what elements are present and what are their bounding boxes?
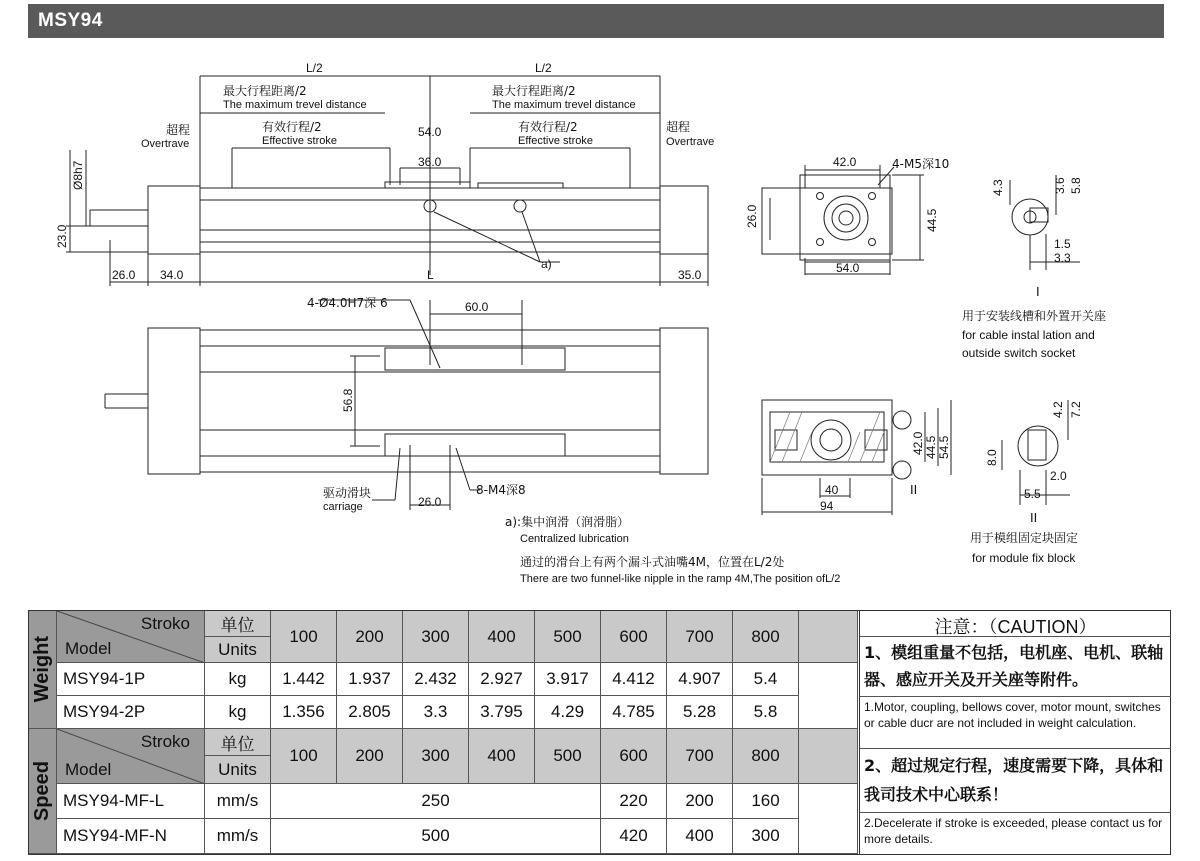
detail2-2-0: 2.0 <box>1050 469 1067 483</box>
sec-44-5: 44.5 <box>924 435 938 459</box>
effective-zh-right: 有效行程/2 <box>518 120 578 134</box>
weight-value: 5.8 <box>733 696 799 729</box>
detail1-3-3: 3.3 <box>1054 251 1071 265</box>
merged-speed-cell: 250 <box>271 784 601 819</box>
weight-value: 1.356 <box>271 696 337 729</box>
weight-value: 1.937 <box>337 663 403 696</box>
overtravel-en-right: Overtrave <box>666 136 715 148</box>
detail2-7-2: 7.2 <box>1069 401 1083 418</box>
title-bar <box>28 4 1164 38</box>
dim-34: 34.0 <box>160 268 184 282</box>
weight-value: 5.28 <box>667 696 733 729</box>
dim-35: 35.0 <box>678 268 702 282</box>
dim-36-front: 36.0 <box>418 155 442 169</box>
label-a: a) <box>541 257 552 271</box>
end-42: 42.0 <box>833 155 857 169</box>
speed-value: 420 <box>601 819 667 854</box>
end-44-5: 44.5 <box>925 208 939 232</box>
caution-en-1: 1.Motor, coupling, bellows cover, motor mount, switches or cable ducr are not included in weight calculation. <box>860 697 1171 749</box>
unit-cell: kg <box>205 696 271 729</box>
note2-en: for module fix block <box>972 551 1076 565</box>
stroke-label: Stroko <box>140 614 190 633</box>
top-holes: 4-Ø4.0H7深 6 <box>307 296 388 310</box>
technical-drawing <box>0 40 1200 605</box>
weight-value: 1.442 <box>271 663 337 696</box>
speed-section-label <box>29 729 57 854</box>
carriage-zh: 驱动滑块 <box>323 486 372 500</box>
stroke-header: 800 <box>733 729 799 784</box>
roman-ii-detail: II <box>1030 510 1038 525</box>
top-26: 26.0 <box>418 495 442 509</box>
model-label: Model <box>65 760 112 779</box>
dim-l: L <box>427 268 434 282</box>
stroke-header: 600 <box>601 611 667 663</box>
model-cell: MSY94-MF-N <box>57 819 205 854</box>
detail1-5-8: 5.8 <box>1069 177 1083 194</box>
spec-table <box>28 610 860 855</box>
end-54: 54.0 <box>836 261 860 275</box>
carriage-en: carriage <box>323 501 363 513</box>
detail2-4-2: 4.2 <box>1051 401 1065 418</box>
weight-value: 4.412 <box>601 663 667 696</box>
caution-en-2: 2.Decelerate if stroke is exceeded, please contact us for more details. <box>864 816 1163 846</box>
speed-text: Speed <box>31 760 53 822</box>
detail2-8-0: 8.0 <box>985 449 999 466</box>
caution-zh-2: 2、超过规定行程，速度需要下降，具体和我司技术中心联系！ <box>860 749 1171 813</box>
merged-speed-cell: 500 <box>271 819 601 854</box>
weight-value: 3.917 <box>535 663 601 696</box>
unit-zh-weight: 单位 <box>205 611 271 637</box>
unit-cell: mm/s <box>205 819 271 854</box>
model-cell: MSY94-MF-L <box>57 784 205 819</box>
stroke-header: 600 <box>601 729 667 784</box>
detail2-5-5: 5.5 <box>1024 487 1041 501</box>
detail1-3-6: 3.6 <box>1053 177 1067 194</box>
sec-42: 42.0 <box>911 431 925 455</box>
filler-cell <box>799 784 858 854</box>
lubrication-zh: a):集中润滑（润滑脂） <box>505 515 630 529</box>
dim-26-front: 26.0 <box>112 268 136 282</box>
stroke-header: 500 <box>535 611 601 663</box>
speed-value: 400 <box>667 819 733 854</box>
note1-en-line1: for cable instal lation and <box>962 328 1095 342</box>
stroke-label: Stroko <box>140 732 190 751</box>
weight-value: 4.785 <box>601 696 667 729</box>
dim-half-l-left: L/2 <box>306 61 323 75</box>
stroke-header: 200 <box>337 729 403 784</box>
product-title: MSY94 <box>38 10 103 31</box>
sec-54-5: 54.5 <box>937 435 951 459</box>
weight-value: 4.29 <box>535 696 601 729</box>
stroke-header: 100 <box>271 611 337 663</box>
nipple-zh: 通过的滑台上有两个漏斗式油嘴4M，位置在L/2处 <box>520 555 785 569</box>
roman-i: I <box>1036 284 1040 299</box>
detail1-1-5: 1.5 <box>1054 237 1071 251</box>
stroke-header: 800 <box>733 611 799 663</box>
end-m5: 4-M5深10 <box>892 157 950 171</box>
sec-94: 94 <box>820 499 834 513</box>
note1-zh: 用于安装线槽和外置开关座 <box>962 309 1107 323</box>
roman-ii-section: II <box>910 482 918 497</box>
model-cell: MSY94-1P <box>57 663 205 696</box>
max-travel-en-right: The maximum trevel distance <box>492 99 636 111</box>
stroke-header: 300 <box>403 611 469 663</box>
effective-zh-left: 有效行程/2 <box>262 120 322 134</box>
max-travel-zh-right: 最大行程距离/2 <box>492 84 576 98</box>
caution-box <box>860 610 1171 855</box>
top-m4: 8-M4深8 <box>476 483 526 497</box>
unit-cell: kg <box>205 663 271 696</box>
speed-value: 160 <box>733 784 799 819</box>
model-cell: MSY94-2P <box>57 696 205 729</box>
nipple-en: There are two funnel-like nipple in the ramp 4M,The position ofL/2 <box>520 573 841 585</box>
filler-cell <box>799 611 858 663</box>
unit-cell: mm/s <box>205 784 271 819</box>
weight-value: 2.927 <box>469 663 535 696</box>
dim-23: 23.0 <box>55 224 69 248</box>
overtravel-zh-right: 超程 <box>666 120 691 134</box>
overtravel-zh-left: 超程 <box>166 123 191 137</box>
filler-cell <box>799 729 858 784</box>
effective-en-left: Effective stroke <box>262 135 337 147</box>
top-60: 60.0 <box>465 300 489 314</box>
dim-half-l-right: L/2 <box>535 61 552 75</box>
stroke-header: 500 <box>535 729 601 784</box>
stroke-model-header-weight <box>57 611 205 663</box>
stroke-header: 300 <box>403 729 469 784</box>
stroke-header: 700 <box>667 611 733 663</box>
unit-zh-speed: 单位 <box>205 729 271 756</box>
stroke-header: 400 <box>469 729 535 784</box>
max-travel-en-left: The maximum trevel distance <box>223 99 367 111</box>
detail1-4-3: 4.3 <box>991 179 1005 196</box>
lubrication-en: Centralized lubrication <box>520 533 629 545</box>
stroke-model-header-speed <box>57 729 205 784</box>
note2-zh: 用于模组固定块固定 <box>970 531 1079 545</box>
end-26: 26.0 <box>745 204 759 228</box>
caution-zh-1: 1、模组重量不包括，电机座、电机、联轴器、感应开关及开关座等附件。 <box>860 637 1171 697</box>
speed-value: 220 <box>601 784 667 819</box>
speed-value: 300 <box>733 819 799 854</box>
unit-en-weight: Units <box>205 637 271 663</box>
unit-en-speed: Units <box>205 756 271 784</box>
note1-en-line2: outside switch socket <box>962 346 1076 360</box>
effective-en-right: Effective stroke <box>518 135 593 147</box>
dim-54-front: 54.0 <box>418 125 442 139</box>
filler-cell <box>799 663 858 729</box>
weight-value: 2.432 <box>403 663 469 696</box>
overtravel-en-left: Overtrave <box>141 138 190 150</box>
max-travel-zh-left: 最大行程距离/2 <box>223 84 307 98</box>
weight-value: 5.4 <box>733 663 799 696</box>
weight-value: 3.795 <box>469 696 535 729</box>
sec-40: 40 <box>825 483 839 497</box>
stroke-header: 400 <box>469 611 535 663</box>
model-label: Model <box>65 639 112 658</box>
weight-text: Weight <box>31 636 53 703</box>
weight-value: 2.805 <box>337 696 403 729</box>
stroke-header: 100 <box>271 729 337 784</box>
weight-value: 4.907 <box>667 663 733 696</box>
top-56-8: 56.8 <box>341 388 355 412</box>
weight-section-label <box>29 611 57 729</box>
weight-value: 3.3 <box>403 696 469 729</box>
stroke-header: 200 <box>337 611 403 663</box>
stroke-header: 700 <box>667 729 733 784</box>
speed-value: 200 <box>667 784 733 819</box>
dim-shaft: Ø8h7 <box>71 160 85 190</box>
caution-title: 注意：（CAUTION） <box>860 611 1171 637</box>
